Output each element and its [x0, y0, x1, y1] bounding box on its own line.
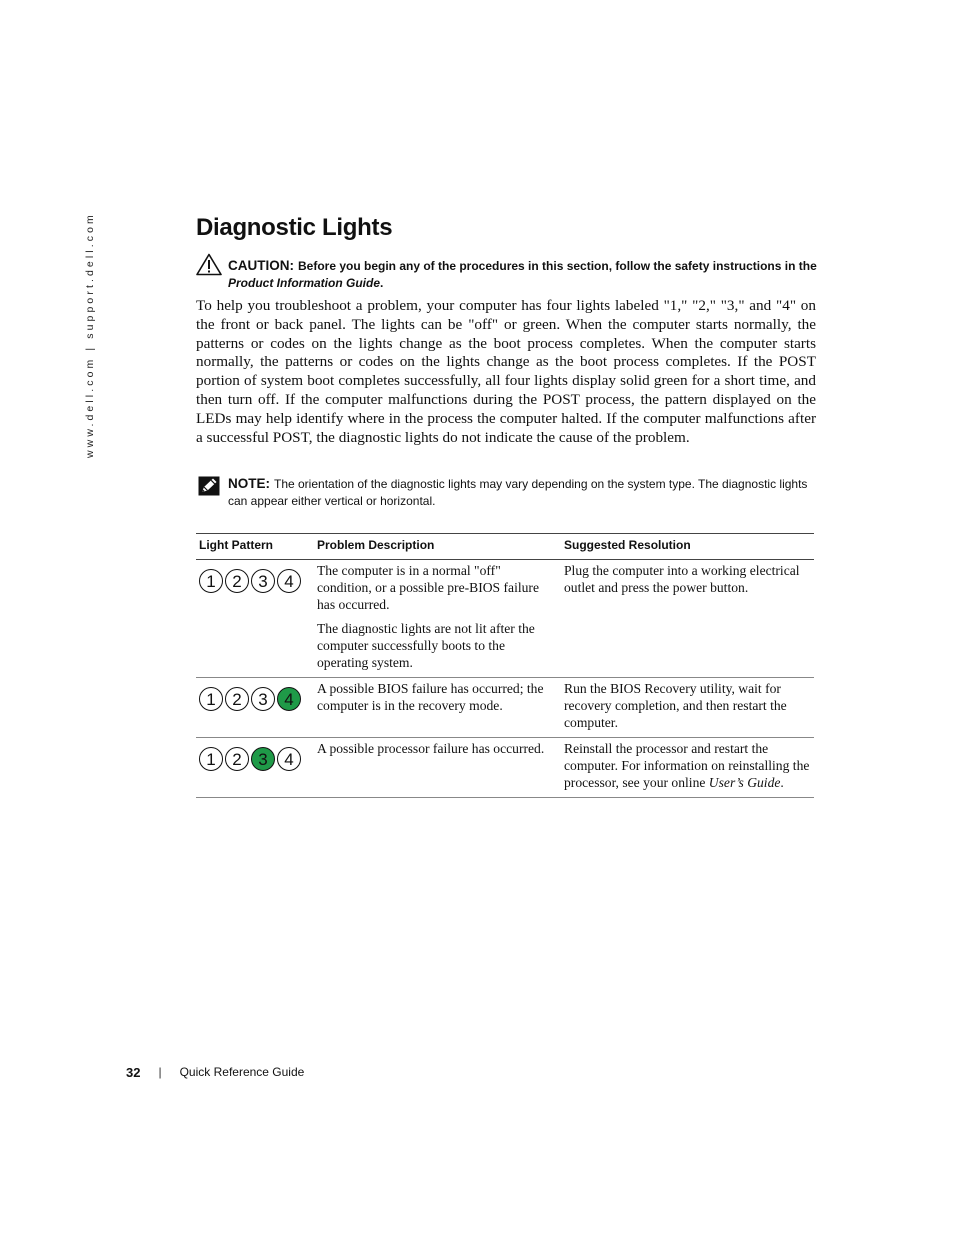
led-4-light: 4	[277, 687, 301, 711]
resolution-text: Plug the computer into a working electrical outlet and press the power button.	[564, 563, 800, 595]
led-3-light: 3	[251, 687, 275, 711]
problem-description-cell	[314, 738, 561, 798]
led-1-light: 1	[199, 747, 223, 771]
light-pattern	[199, 740, 311, 771]
caution-box	[196, 252, 816, 294]
page-number: 32	[126, 1064, 141, 1080]
caution-end: .	[380, 276, 384, 290]
table-row	[196, 738, 814, 798]
light-pattern	[199, 562, 311, 593]
led-3-light: 3	[251, 747, 275, 771]
header-problem-description: Problem Description	[314, 534, 561, 560]
resolution-text: Reinstall the processor and restart the computer. For information on reinstalling the processor, see your online User’s Guide.	[564, 741, 810, 790]
table-row	[196, 678, 814, 738]
led-4-light: 4	[277, 747, 301, 771]
caution-text	[228, 257, 818, 292]
problem-text: A possible BIOS failure has occurred; the computer is in the recovery mode.	[317, 681, 544, 713]
light-pattern-cell	[196, 560, 314, 678]
note-body: The orientation of the diagnostic lights may vary depending on the system type. The diagnostic lights can appear either vertical or horizontal.	[228, 477, 808, 508]
caution-label: CAUTION:	[228, 258, 294, 273]
footer-title: Quick Reference Guide	[179, 1065, 305, 1079]
led-2-light: 2	[225, 747, 249, 771]
diagnostic-table	[196, 533, 814, 798]
table-header-row	[196, 534, 814, 560]
led-1-light: 1	[199, 569, 223, 593]
note-text	[228, 475, 808, 510]
side-url: www.dell.com | support.dell.com	[84, 212, 96, 458]
problem-text: The diagnostic lights are not lit after the computer successfully boots to the operating system.	[317, 621, 535, 670]
led-4-light: 4	[277, 569, 301, 593]
problem-description-cell	[314, 678, 561, 738]
header-suggested-resolution: Suggested Resolution	[561, 534, 814, 560]
footer-separator: |	[158, 1065, 162, 1079]
note-label: NOTE:	[228, 476, 270, 491]
note-box	[196, 472, 816, 512]
light-pattern-cell	[196, 738, 314, 798]
problem-text: The computer is in a normal "off" condition, or a possible pre-BIOS failure has occurred.	[317, 563, 539, 612]
led-2-light: 2	[225, 687, 249, 711]
problem-description-cell	[314, 560, 561, 678]
caution-guide: Product Information Guide	[228, 276, 380, 290]
led-3-light: 3	[251, 569, 275, 593]
suggested-resolution-cell	[561, 738, 814, 798]
resolution-text: Run the BIOS Recovery utility, wait for recovery completion, and then restart the computer.	[564, 681, 787, 730]
intro-paragraph: To help you troubleshoot a problem, your computer has four lights labeled "1," "2," "3," and "4" on the front or back panel. The lights can be "off" or green. When the computer starts normally, the patterns or codes on the lights change as the boot process completes. When the computer starts normally, the patterns or codes on the lights change as the boot process completes. If the POST portion of system boot completes successfully, all four lights display solid green for a short time, and then turn off. If the computer malfunctions during the POST process, the pattern displayed on the LEDs may help identify where in the process the computer halted. If the computer malfunctions after a successful POST, the diagnostic lights do not indicate the cause of the problem.	[196, 297, 816, 446]
suggested-resolution-cell	[561, 560, 814, 678]
light-pattern-cell	[196, 678, 314, 738]
led-1-light: 1	[199, 687, 223, 711]
table-row	[196, 560, 814, 678]
problem-text: A possible processor failure has occurred.	[317, 741, 545, 756]
suggested-resolution-cell	[561, 678, 814, 738]
warning-triangle-icon	[196, 253, 222, 276]
pencil-note-icon	[198, 476, 220, 496]
light-pattern	[199, 680, 311, 711]
caution-body: Before you begin any of the procedures in this section, follow the safety instructions in the	[298, 259, 817, 273]
header-light-pattern: Light Pattern	[196, 534, 314, 560]
led-2-light: 2	[225, 569, 249, 593]
page-footer	[126, 1062, 304, 1082]
page-title: Diagnostic Lights	[196, 214, 393, 241]
